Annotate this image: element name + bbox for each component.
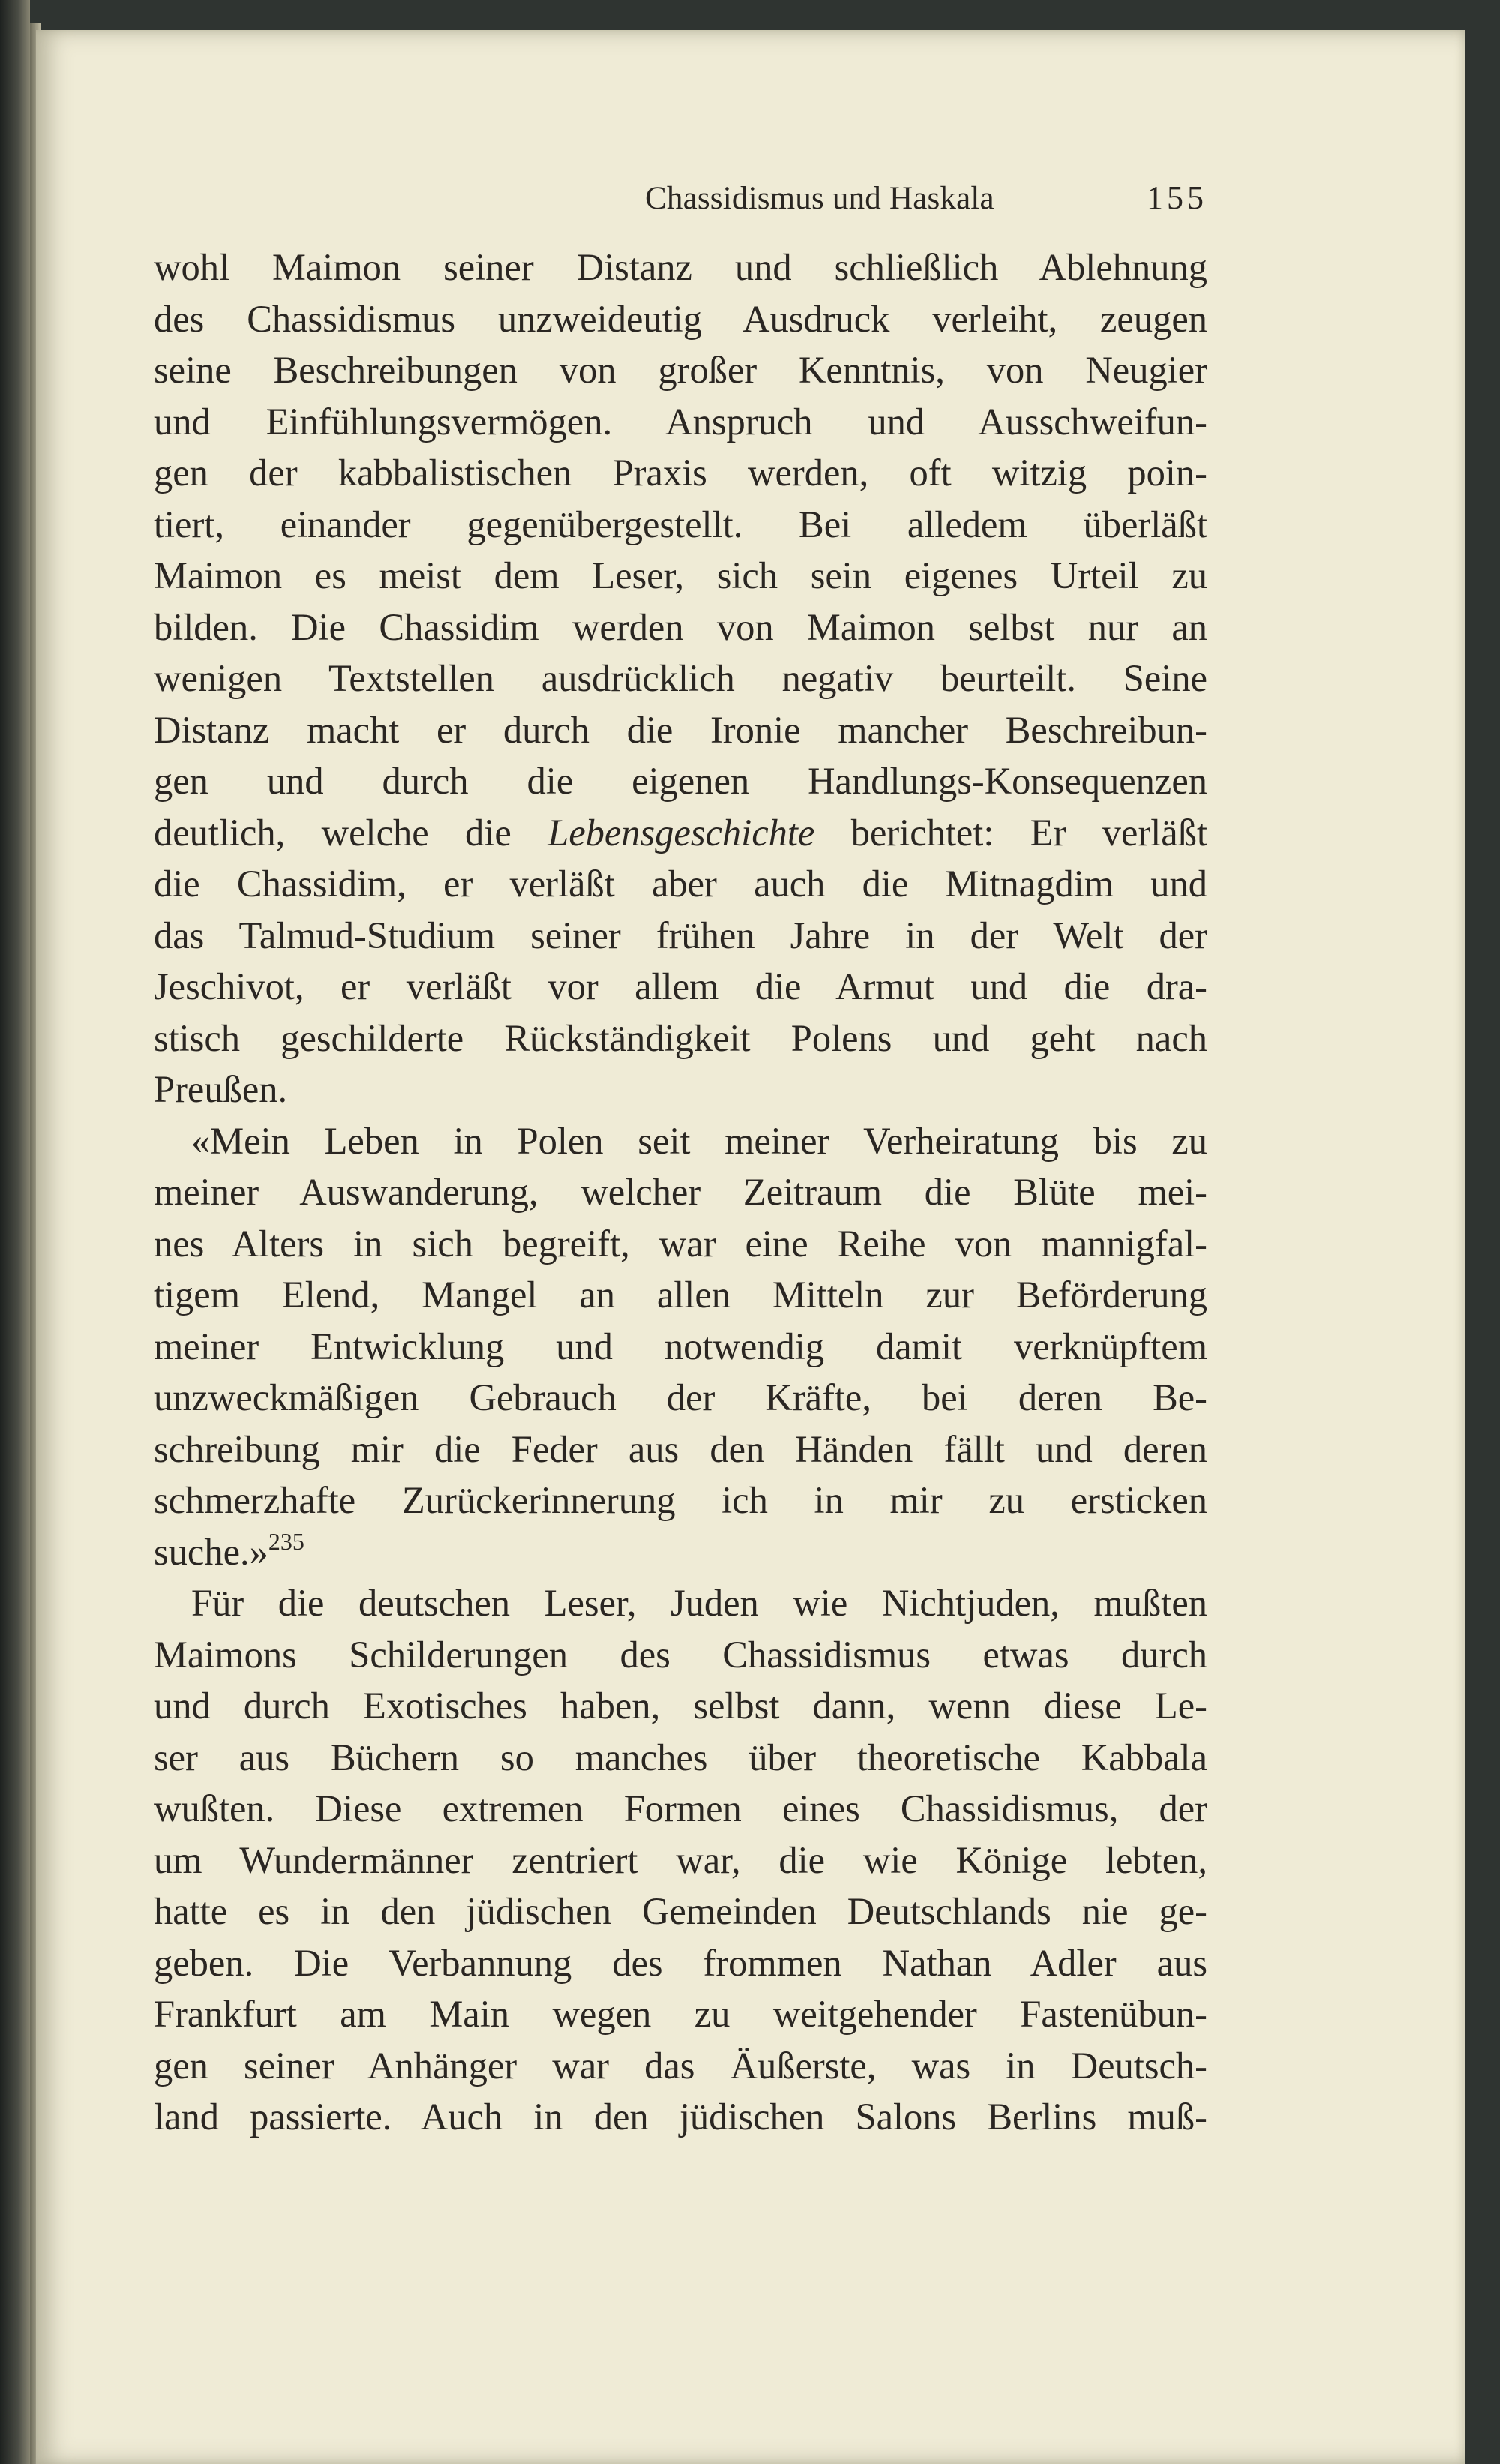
text-fragment: deutlich, welche die	[154, 811, 548, 854]
text-line: Distanz macht er durch die Ironie mancher Beschreibun-	[154, 708, 1208, 751]
text-line: land passierte. Auch in den jüdischen Salons Berlins muß-	[154, 2096, 1208, 2138]
text-line: Für die deutschen Leser, Juden wie Nichtjuden, mußten	[191, 1582, 1208, 1624]
text-line: Jeschivot, er verläßt vor allem die Armut und die dra-	[154, 965, 1208, 1007]
text-line: um Wundermänner zentriert war, die wie Könige lebten,	[154, 1838, 1208, 1881]
quote-line: unzweckmäßigen Gebrauch der Kräfte, bei deren Be-	[154, 1376, 1208, 1418]
text-line: und durch Exotisches haben, selbst dann, wenn diese Le-	[154, 1685, 1208, 1727]
text-line: tiert, einander gegenübergestellt. Bei alledem überläßt	[154, 503, 1208, 545]
text-line: des Chassidismus unzweideutig Ausdruck verleiht, zeugen	[154, 297, 1208, 340]
text-line: das Talmud-Studium seiner frühen Jahre in der Welt der	[154, 914, 1208, 956]
text-line: stisch geschilderte Rückständigkeit Polens und geht nach	[154, 1016, 1208, 1059]
body-text	[154, 242, 1208, 2143]
text-line: seine Beschreibungen von großer Kenntnis, von Neugier	[154, 349, 1208, 391]
text-line: Maimon es meist dem Leser, sich sein eigenes Urteil zu	[154, 554, 1208, 596]
text-line: gen der kabbalistischen Praxis werden, oft witzig poin-	[154, 452, 1208, 494]
quote-line: nes Alters in sich begreift, war eine Reihe von mannigfal-	[154, 1222, 1208, 1265]
text-line: und Einfühlungsvermögen. Anspruch und Ausschweifun-	[154, 400, 1208, 443]
text-line: gen seiner Anhänger war das Äußerste, was in Deutsch-	[154, 2044, 1208, 2087]
page-number: 155	[1147, 179, 1208, 216]
text-line: hatte es in den jüdischen Gemeinden Deutschlands nie ge-	[154, 1890, 1208, 1932]
text-line: Preußen.	[154, 1068, 288, 1110]
text-line: geben. Die Verbannung des frommen Nathan Adler aus	[154, 1941, 1208, 1984]
footnote-marker: 235	[268, 1527, 304, 1555]
text-fragment: suche.»	[154, 1530, 268, 1573]
text-line: wußten. Diese extremen Formen eines Chassidismus, der	[154, 1787, 1208, 1829]
text-line-with-book-title	[154, 807, 1208, 859]
text-line: ser aus Büchern so manches über theoretische Kabbala	[154, 1736, 1208, 1778]
book-title-italic: Lebensgeschichte	[548, 811, 815, 854]
running-head	[645, 179, 1208, 217]
quote-line: tigem Elend, Mangel an allen Mitteln zur Beförderung	[154, 1274, 1208, 1316]
quote-line: schmerzhafte Zurückerinnerung ich in mir zu ersticken	[154, 1479, 1208, 1521]
text-line: die Chassidim, er verläßt aber auch die Mitnagdim und	[154, 863, 1208, 905]
text-line: wenigen Textstellen ausdrücklich negativ beurteilt. Seine	[154, 657, 1208, 699]
quote-line: «Mein Leben in Polen seit meiner Verheiratung bis zu	[191, 1119, 1208, 1162]
text-fragment: berichtet: Er verläßt	[814, 811, 1208, 854]
text-line: Maimons Schilderungen des Chassidismus etwas durch	[154, 1633, 1208, 1676]
quote-line: meiner Entwicklung und notwendig damit verknüpftem	[154, 1325, 1208, 1367]
quote-line: schreibung mir die Feder aus den Händen fällt und deren	[154, 1427, 1208, 1470]
text-line: wohl Maimon seiner Distanz und schließlich Ablehnung	[154, 246, 1208, 288]
quote-line-with-footnote	[154, 1526, 1208, 1578]
text-line: gen und durch die eigenen Handlungs-Konsequenzen	[154, 760, 1208, 802]
running-title: Chassidismus und Haskala	[645, 181, 994, 216]
text-line: Frankfurt am Main wegen zu weitgehender Fastenübun-	[154, 1993, 1208, 2035]
quote-line: meiner Auswanderung, welcher Zeitraum die Blüte mei-	[154, 1171, 1208, 1213]
left-page-edge	[0, 0, 30, 2464]
text-line: bilden. Die Chassidim werden von Maimon selbst nur an	[154, 605, 1208, 648]
